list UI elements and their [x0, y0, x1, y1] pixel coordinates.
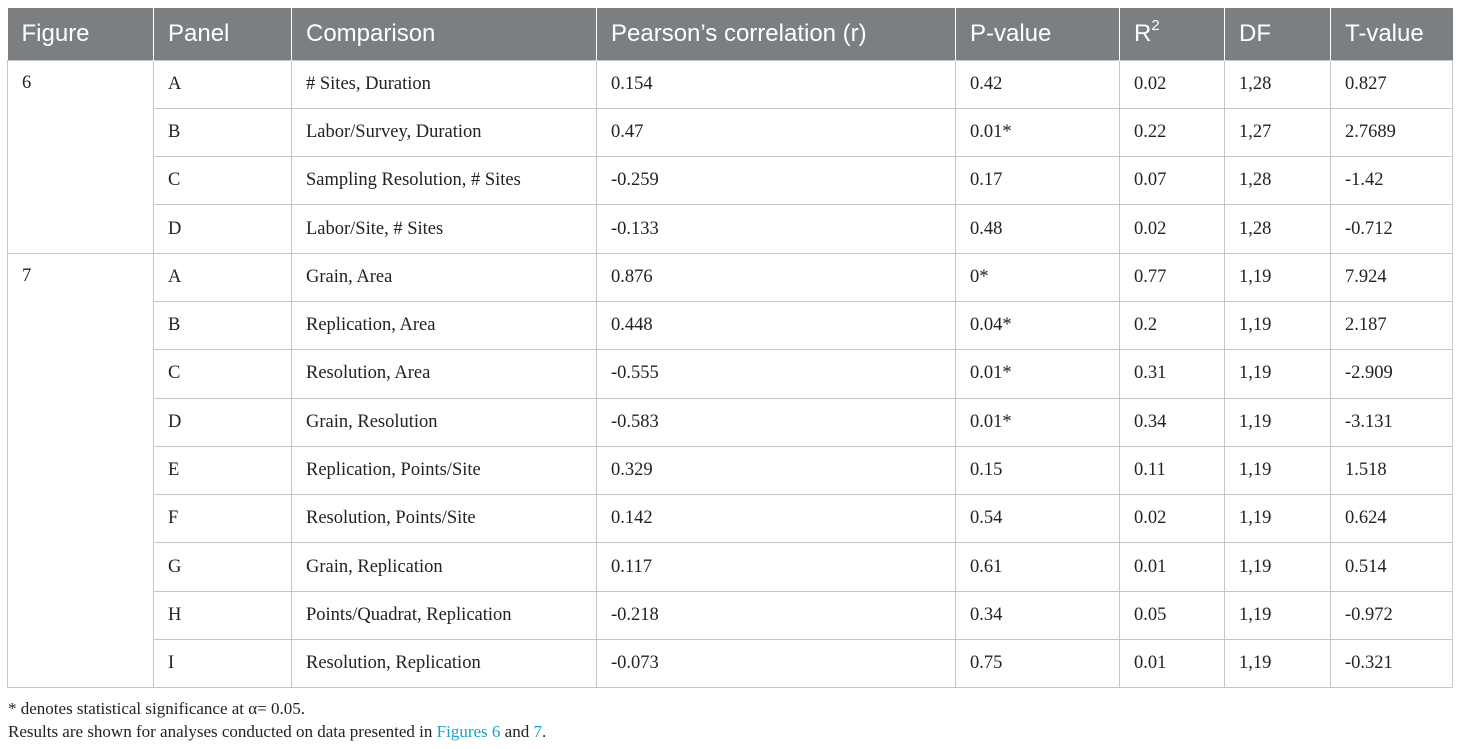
df-cell: 1,28: [1225, 205, 1331, 253]
table-row: [8, 543, 1453, 591]
comparison-cell: Replication, Points/Site: [292, 446, 597, 494]
r-squared-cell: 0.31: [1120, 350, 1225, 398]
comparison-cell: Resolution, Area: [292, 350, 597, 398]
header-df: DF: [1225, 8, 1331, 60]
table-row: [8, 640, 1453, 688]
df-cell: 1,19: [1225, 495, 1331, 543]
panel-cell: D: [154, 398, 292, 446]
pearson-r-cell: 0.142: [597, 495, 956, 543]
r-squared-cell: 0.02: [1120, 60, 1225, 108]
results-note-prefix: Results are shown for analyses conducted on data presented in: [8, 722, 437, 741]
p-value-cell: 0.34: [956, 591, 1120, 639]
r-squared-cell: 0.2: [1120, 301, 1225, 349]
header-r-squared: [1120, 8, 1225, 60]
r-squared-cell: 0.02: [1120, 205, 1225, 253]
p-value-cell: 0.01*: [956, 350, 1120, 398]
r-squared-cell: 0.34: [1120, 398, 1225, 446]
r-squared-cell: 0.02: [1120, 495, 1225, 543]
panel-cell: A: [154, 60, 292, 108]
pearson-r-cell: 0.47: [597, 108, 956, 156]
table-header: [8, 8, 1453, 60]
t-value-cell: -2.909: [1331, 350, 1453, 398]
pearson-r-cell: -0.583: [597, 398, 956, 446]
comparison-cell: Grain, Area: [292, 253, 597, 301]
t-value-cell: -1.42: [1331, 157, 1453, 205]
panel-cell: I: [154, 640, 292, 688]
df-cell: 1,27: [1225, 108, 1331, 156]
header-row: [8, 8, 1453, 60]
t-value-cell: 1.518: [1331, 446, 1453, 494]
figure-cell: 7: [8, 253, 154, 688]
header-t-value: T-value: [1331, 8, 1453, 60]
p-value-cell: 0.01*: [956, 108, 1120, 156]
panel-cell: E: [154, 446, 292, 494]
header-pearson-r: Pearson’s correlation (r): [597, 8, 956, 60]
p-value-cell: 0*: [956, 253, 1120, 301]
table-row: [8, 60, 1453, 108]
table-row: [8, 108, 1453, 156]
header-r-label: R: [1134, 20, 1152, 48]
t-value-cell: -3.131: [1331, 398, 1453, 446]
df-cell: 1,19: [1225, 543, 1331, 591]
panel-cell: C: [154, 350, 292, 398]
table-row: [8, 157, 1453, 205]
header-figure: Figure: [8, 8, 154, 60]
df-cell: 1,28: [1225, 157, 1331, 205]
pearson-r-cell: 0.448: [597, 301, 956, 349]
p-value-cell: 0.15: [956, 446, 1120, 494]
figure-7-link[interactable]: 7: [533, 722, 542, 741]
figures-6-link[interactable]: Figures 6: [436, 722, 501, 741]
r-squared-cell: 0.11: [1120, 446, 1225, 494]
pearson-r-cell: -0.073: [597, 640, 956, 688]
p-value-cell: 0.75: [956, 640, 1120, 688]
t-value-cell: 7.924: [1331, 253, 1453, 301]
comparison-cell: Points/Quadrat, Replication: [292, 591, 597, 639]
table-row: [8, 350, 1453, 398]
p-value-cell: 0.01*: [956, 398, 1120, 446]
panel-cell: F: [154, 495, 292, 543]
df-cell: 1,19: [1225, 446, 1331, 494]
figure-cell: 6: [8, 60, 154, 253]
results-note-suffix: .: [541, 722, 547, 741]
pearson-r-cell: 0.154: [597, 60, 956, 108]
comparison-cell: Labor/Survey, Duration: [292, 108, 597, 156]
t-value-cell: -0.972: [1331, 591, 1453, 639]
table-row: [8, 495, 1453, 543]
panel-cell: B: [154, 108, 292, 156]
r-squared-cell: 0.77: [1120, 253, 1225, 301]
pearson-r-cell: 0.117: [597, 543, 956, 591]
comparison-cell: Replication, Area: [292, 301, 597, 349]
results-note: [8, 720, 546, 743]
header-r-superscript: 2: [1151, 17, 1160, 35]
panel-cell: G: [154, 543, 292, 591]
df-cell: 1,28: [1225, 60, 1331, 108]
results-note-middle: and: [500, 722, 534, 741]
pearson-r-cell: -0.133: [597, 205, 956, 253]
comparison-cell: Resolution, Replication: [292, 640, 597, 688]
df-cell: 1,19: [1225, 301, 1331, 349]
comparison-cell: Resolution, Points/Site: [292, 495, 597, 543]
r-squared-cell: 0.07: [1120, 157, 1225, 205]
pearson-r-cell: 0.329: [597, 446, 956, 494]
pearson-r-cell: 0.876: [597, 253, 956, 301]
df-cell: 1,19: [1225, 591, 1331, 639]
significance-footnote: * denotes statistical significance at α= 0.05.: [8, 699, 306, 718]
table-row: [8, 253, 1453, 301]
comparison-cell: # Sites, Duration: [292, 60, 597, 108]
table-row: [8, 446, 1453, 494]
table-row: [8, 205, 1453, 253]
statistics-table: [7, 8, 1453, 688]
r-squared-cell: 0.05: [1120, 591, 1225, 639]
p-value-cell: 0.61: [956, 543, 1120, 591]
p-value-cell: 0.17: [956, 157, 1120, 205]
comparison-cell: Labor/Site, # Sites: [292, 205, 597, 253]
t-value-cell: -0.712: [1331, 205, 1453, 253]
r-squared-cell: 0.01: [1120, 543, 1225, 591]
t-value-cell: 0.624: [1331, 495, 1453, 543]
header-p-value: P-value: [956, 8, 1120, 60]
panel-cell: A: [154, 253, 292, 301]
comparison-cell: Sampling Resolution, # Sites: [292, 157, 597, 205]
panel-cell: D: [154, 205, 292, 253]
t-value-cell: 0.827: [1331, 60, 1453, 108]
p-value-cell: 0.48: [956, 205, 1120, 253]
pearson-r-cell: -0.218: [597, 591, 956, 639]
t-value-cell: 2.7689: [1331, 108, 1453, 156]
table-row: [8, 301, 1453, 349]
t-value-cell: 2.187: [1331, 301, 1453, 349]
table-body: [8, 60, 1453, 688]
p-value-cell: 0.42: [956, 60, 1120, 108]
df-cell: 1,19: [1225, 350, 1331, 398]
pearson-r-cell: -0.259: [597, 157, 956, 205]
header-comparison: Comparison: [292, 8, 597, 60]
df-cell: 1,19: [1225, 398, 1331, 446]
p-value-cell: 0.04*: [956, 301, 1120, 349]
df-cell: 1,19: [1225, 640, 1331, 688]
panel-cell: H: [154, 591, 292, 639]
comparison-cell: Grain, Replication: [292, 543, 597, 591]
panel-cell: B: [154, 301, 292, 349]
comparison-cell: Grain, Resolution: [292, 398, 597, 446]
panel-cell: C: [154, 157, 292, 205]
df-cell: 1,19: [1225, 253, 1331, 301]
table-notes: [8, 697, 546, 743]
p-value-cell: 0.54: [956, 495, 1120, 543]
table-row: [8, 591, 1453, 639]
header-panel: Panel: [154, 8, 292, 60]
pearson-r-cell: -0.555: [597, 350, 956, 398]
r-squared-cell: 0.22: [1120, 108, 1225, 156]
t-value-cell: 0.514: [1331, 543, 1453, 591]
t-value-cell: -0.321: [1331, 640, 1453, 688]
r-squared-cell: 0.01: [1120, 640, 1225, 688]
table-row: [8, 398, 1453, 446]
